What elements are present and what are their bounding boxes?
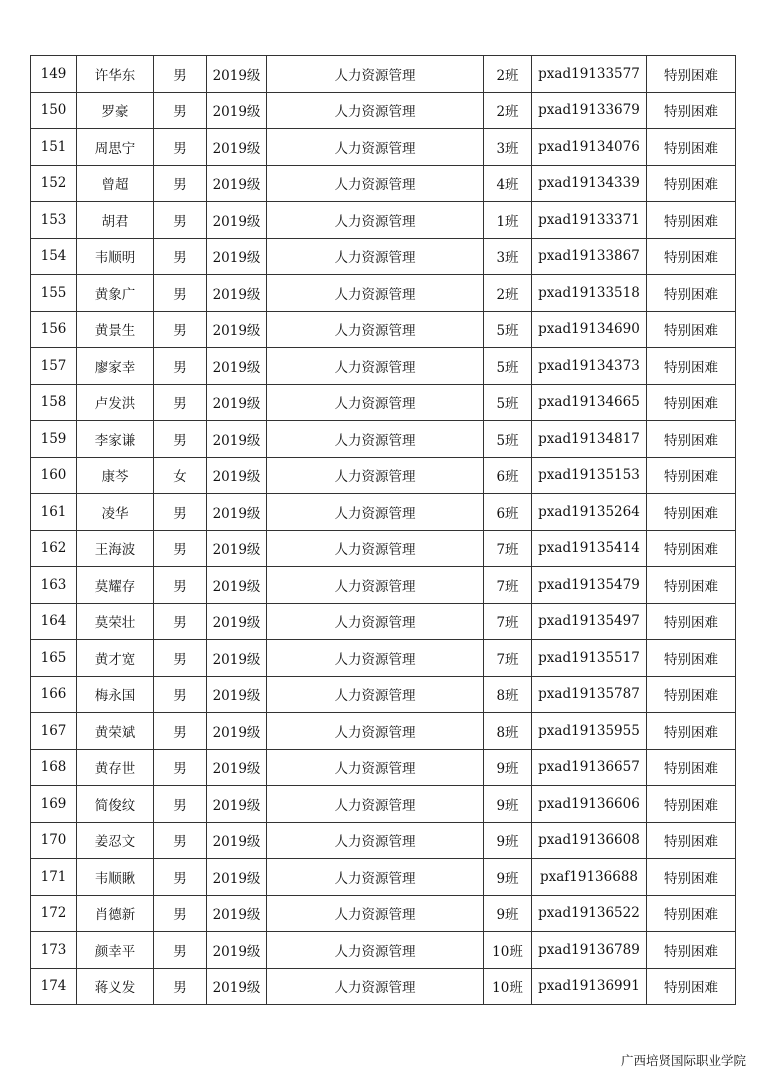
table-body bbox=[31, 56, 736, 1005]
hardship-level: 特别困难 bbox=[647, 129, 736, 166]
student-id: pxaf19136688 bbox=[532, 859, 647, 896]
table-row bbox=[31, 129, 736, 166]
hardship-level: 特别困难 bbox=[647, 822, 736, 859]
row-number: 153 bbox=[31, 202, 77, 239]
student-grade: 2019级 bbox=[207, 56, 267, 93]
row-number: 163 bbox=[31, 567, 77, 604]
student-class: 3班 bbox=[484, 129, 532, 166]
student-major: 人力资源管理 bbox=[267, 567, 484, 604]
student-id: pxad19134817 bbox=[532, 421, 647, 458]
row-number: 155 bbox=[31, 275, 77, 312]
student-name: 廖家幸 bbox=[77, 348, 154, 385]
student-grade: 2019级 bbox=[207, 165, 267, 202]
student-id: pxad19136606 bbox=[532, 786, 647, 823]
student-class: 6班 bbox=[484, 494, 532, 531]
student-name: 简俊纹 bbox=[77, 786, 154, 823]
student-id: pxad19133679 bbox=[532, 92, 647, 129]
student-name: 韦顺明 bbox=[77, 238, 154, 275]
student-grade: 2019级 bbox=[207, 968, 267, 1005]
hardship-level: 特别困难 bbox=[647, 968, 736, 1005]
student-grade: 2019级 bbox=[207, 640, 267, 677]
table-row bbox=[31, 859, 736, 896]
student-id: pxad19136657 bbox=[532, 749, 647, 786]
student-grade: 2019级 bbox=[207, 92, 267, 129]
table-row bbox=[31, 968, 736, 1005]
table-row bbox=[31, 494, 736, 531]
student-id: pxad19134339 bbox=[532, 165, 647, 202]
student-grade: 2019级 bbox=[207, 822, 267, 859]
student-major: 人力资源管理 bbox=[267, 165, 484, 202]
row-number: 159 bbox=[31, 421, 77, 458]
student-major: 人力资源管理 bbox=[267, 859, 484, 896]
student-gender: 男 bbox=[154, 786, 207, 823]
row-number: 170 bbox=[31, 822, 77, 859]
row-number: 150 bbox=[31, 92, 77, 129]
student-grade: 2019级 bbox=[207, 932, 267, 969]
student-major: 人力资源管理 bbox=[267, 238, 484, 275]
student-name: 周思宁 bbox=[77, 129, 154, 166]
student-grade: 2019级 bbox=[207, 238, 267, 275]
student-major: 人力资源管理 bbox=[267, 749, 484, 786]
student-grade: 2019级 bbox=[207, 530, 267, 567]
student-name: 曾超 bbox=[77, 165, 154, 202]
student-name: 罗豪 bbox=[77, 92, 154, 129]
hardship-level: 特别困难 bbox=[647, 713, 736, 750]
table-row bbox=[31, 676, 736, 713]
row-number: 164 bbox=[31, 603, 77, 640]
table-row bbox=[31, 530, 736, 567]
student-class: 9班 bbox=[484, 786, 532, 823]
table-row bbox=[31, 749, 736, 786]
student-major: 人力资源管理 bbox=[267, 348, 484, 385]
table-row bbox=[31, 567, 736, 604]
row-number: 149 bbox=[31, 56, 77, 93]
student-name: 黄存世 bbox=[77, 749, 154, 786]
hardship-level: 特别困难 bbox=[647, 92, 736, 129]
table-row bbox=[31, 786, 736, 823]
row-number: 173 bbox=[31, 932, 77, 969]
table-row bbox=[31, 238, 736, 275]
student-major: 人力资源管理 bbox=[267, 968, 484, 1005]
row-number: 165 bbox=[31, 640, 77, 677]
student-class: 2班 bbox=[484, 275, 532, 312]
student-name: 卢发洪 bbox=[77, 384, 154, 421]
row-number: 152 bbox=[31, 165, 77, 202]
student-name: 梅永国 bbox=[77, 676, 154, 713]
student-major: 人力资源管理 bbox=[267, 713, 484, 750]
row-number: 158 bbox=[31, 384, 77, 421]
student-gender: 男 bbox=[154, 676, 207, 713]
student-aid-table bbox=[30, 55, 736, 1005]
student-name: 胡君 bbox=[77, 202, 154, 239]
student-name: 黄荣斌 bbox=[77, 713, 154, 750]
student-id: pxad19133518 bbox=[532, 275, 647, 312]
student-major: 人力资源管理 bbox=[267, 676, 484, 713]
student-gender: 男 bbox=[154, 348, 207, 385]
row-number: 161 bbox=[31, 494, 77, 531]
table-row bbox=[31, 348, 736, 385]
student-major: 人力资源管理 bbox=[267, 603, 484, 640]
hardship-level: 特别困难 bbox=[647, 749, 736, 786]
student-gender: 男 bbox=[154, 968, 207, 1005]
row-number: 169 bbox=[31, 786, 77, 823]
student-gender: 男 bbox=[154, 92, 207, 129]
row-number: 160 bbox=[31, 457, 77, 494]
student-gender: 男 bbox=[154, 165, 207, 202]
hardship-level: 特别困难 bbox=[647, 895, 736, 932]
student-gender: 男 bbox=[154, 530, 207, 567]
hardship-level: 特别困难 bbox=[647, 202, 736, 239]
table-row bbox=[31, 421, 736, 458]
student-id: pxad19134373 bbox=[532, 348, 647, 385]
student-gender: 男 bbox=[154, 384, 207, 421]
student-class: 1班 bbox=[484, 202, 532, 239]
student-class: 9班 bbox=[484, 749, 532, 786]
student-name: 李家谦 bbox=[77, 421, 154, 458]
student-gender: 男 bbox=[154, 56, 207, 93]
student-name: 许华东 bbox=[77, 56, 154, 93]
student-grade: 2019级 bbox=[207, 421, 267, 458]
student-id: pxad19135264 bbox=[532, 494, 647, 531]
student-gender: 男 bbox=[154, 275, 207, 312]
student-class: 5班 bbox=[484, 421, 532, 458]
student-class: 10班 bbox=[484, 932, 532, 969]
row-number: 167 bbox=[31, 713, 77, 750]
table-row bbox=[31, 92, 736, 129]
student-class: 6班 bbox=[484, 457, 532, 494]
row-number: 174 bbox=[31, 968, 77, 1005]
student-class: 5班 bbox=[484, 348, 532, 385]
table-row bbox=[31, 165, 736, 202]
student-gender: 男 bbox=[154, 895, 207, 932]
student-gender: 男 bbox=[154, 640, 207, 677]
table-row bbox=[31, 457, 736, 494]
student-id: pxad19134076 bbox=[532, 129, 647, 166]
student-grade: 2019级 bbox=[207, 749, 267, 786]
student-major: 人力资源管理 bbox=[267, 895, 484, 932]
student-class: 7班 bbox=[484, 603, 532, 640]
student-id: pxad19135414 bbox=[532, 530, 647, 567]
student-class: 5班 bbox=[484, 384, 532, 421]
student-id: pxad19135787 bbox=[532, 676, 647, 713]
student-gender: 男 bbox=[154, 202, 207, 239]
student-major: 人力资源管理 bbox=[267, 384, 484, 421]
student-id: pxad19135955 bbox=[532, 713, 647, 750]
student-id: pxad19133577 bbox=[532, 56, 647, 93]
student-name: 黄景生 bbox=[77, 311, 154, 348]
student-grade: 2019级 bbox=[207, 786, 267, 823]
student-major: 人力资源管理 bbox=[267, 311, 484, 348]
student-id: pxad19135153 bbox=[532, 457, 647, 494]
student-grade: 2019级 bbox=[207, 348, 267, 385]
row-number: 156 bbox=[31, 311, 77, 348]
row-number: 168 bbox=[31, 749, 77, 786]
table-row bbox=[31, 822, 736, 859]
student-id: pxad19136991 bbox=[532, 968, 647, 1005]
row-number: 162 bbox=[31, 530, 77, 567]
student-gender: 女 bbox=[154, 457, 207, 494]
table-row bbox=[31, 202, 736, 239]
student-name: 肖德新 bbox=[77, 895, 154, 932]
hardship-level: 特别困难 bbox=[647, 494, 736, 531]
student-id: pxad19136608 bbox=[532, 822, 647, 859]
student-major: 人力资源管理 bbox=[267, 56, 484, 93]
student-grade: 2019级 bbox=[207, 494, 267, 531]
student-gender: 男 bbox=[154, 238, 207, 275]
student-major: 人力资源管理 bbox=[267, 421, 484, 458]
student-major: 人力资源管理 bbox=[267, 92, 484, 129]
student-major: 人力资源管理 bbox=[267, 822, 484, 859]
hardship-level: 特别困难 bbox=[647, 311, 736, 348]
student-major: 人力资源管理 bbox=[267, 786, 484, 823]
student-name: 王海波 bbox=[77, 530, 154, 567]
table-row bbox=[31, 603, 736, 640]
hardship-level: 特别困难 bbox=[647, 421, 736, 458]
student-name: 康芩 bbox=[77, 457, 154, 494]
student-name: 姜忍文 bbox=[77, 822, 154, 859]
row-number: 154 bbox=[31, 238, 77, 275]
student-major: 人力资源管理 bbox=[267, 530, 484, 567]
table-row bbox=[31, 895, 736, 932]
student-major: 人力资源管理 bbox=[267, 129, 484, 166]
student-id: pxad19135517 bbox=[532, 640, 647, 677]
row-number: 172 bbox=[31, 895, 77, 932]
student-name: 黄才宽 bbox=[77, 640, 154, 677]
table-row bbox=[31, 311, 736, 348]
student-name: 蒋义发 bbox=[77, 968, 154, 1005]
student-grade: 2019级 bbox=[207, 713, 267, 750]
student-class: 10班 bbox=[484, 968, 532, 1005]
student-name: 莫荣壮 bbox=[77, 603, 154, 640]
student-class: 7班 bbox=[484, 567, 532, 604]
student-grade: 2019级 bbox=[207, 384, 267, 421]
student-gender: 男 bbox=[154, 822, 207, 859]
table-row bbox=[31, 713, 736, 750]
student-major: 人力资源管理 bbox=[267, 640, 484, 677]
student-grade: 2019级 bbox=[207, 676, 267, 713]
institution-name: 广西培贤国际职业学院 bbox=[620, 1053, 746, 1068]
hardship-level: 特别困难 bbox=[647, 676, 736, 713]
student-name: 莫耀存 bbox=[77, 567, 154, 604]
student-class: 7班 bbox=[484, 640, 532, 677]
student-id: pxad19136789 bbox=[532, 932, 647, 969]
student-gender: 男 bbox=[154, 311, 207, 348]
student-grade: 2019级 bbox=[207, 457, 267, 494]
student-grade: 2019级 bbox=[207, 129, 267, 166]
table-row bbox=[31, 56, 736, 93]
student-id: pxad19134665 bbox=[532, 384, 647, 421]
table-row bbox=[31, 932, 736, 969]
student-gender: 男 bbox=[154, 421, 207, 458]
hardship-level: 特别困难 bbox=[647, 384, 736, 421]
hardship-level: 特别困难 bbox=[647, 859, 736, 896]
student-class: 2班 bbox=[484, 56, 532, 93]
student-name: 颜幸平 bbox=[77, 932, 154, 969]
student-major: 人力资源管理 bbox=[267, 494, 484, 531]
student-list-sheet bbox=[30, 55, 735, 1005]
student-gender: 男 bbox=[154, 932, 207, 969]
student-major: 人力资源管理 bbox=[267, 932, 484, 969]
row-number: 171 bbox=[31, 859, 77, 896]
hardship-level: 特别困难 bbox=[647, 932, 736, 969]
hardship-level: 特别困难 bbox=[647, 530, 736, 567]
student-gender: 男 bbox=[154, 129, 207, 166]
student-grade: 2019级 bbox=[207, 275, 267, 312]
row-number: 166 bbox=[31, 676, 77, 713]
student-name: 凌华 bbox=[77, 494, 154, 531]
student-grade: 2019级 bbox=[207, 567, 267, 604]
student-id: pxad19133867 bbox=[532, 238, 647, 275]
student-grade: 2019级 bbox=[207, 311, 267, 348]
student-class: 7班 bbox=[484, 530, 532, 567]
table-row bbox=[31, 384, 736, 421]
student-class: 5班 bbox=[484, 311, 532, 348]
hardship-level: 特别困难 bbox=[647, 348, 736, 385]
student-id: pxad19136522 bbox=[532, 895, 647, 932]
table-row bbox=[31, 640, 736, 677]
student-id: pxad19134690 bbox=[532, 311, 647, 348]
student-class: 2班 bbox=[484, 92, 532, 129]
row-number: 151 bbox=[31, 129, 77, 166]
hardship-level: 特别困难 bbox=[647, 275, 736, 312]
student-grade: 2019级 bbox=[207, 859, 267, 896]
student-major: 人力资源管理 bbox=[267, 202, 484, 239]
student-gender: 男 bbox=[154, 494, 207, 531]
student-class: 8班 bbox=[484, 713, 532, 750]
student-gender: 男 bbox=[154, 713, 207, 750]
hardship-level: 特别困难 bbox=[647, 603, 736, 640]
student-gender: 男 bbox=[154, 603, 207, 640]
hardship-level: 特别困难 bbox=[647, 786, 736, 823]
student-id: pxad19133371 bbox=[532, 202, 647, 239]
student-id: pxad19135497 bbox=[532, 603, 647, 640]
hardship-level: 特别困难 bbox=[647, 457, 736, 494]
student-class: 9班 bbox=[484, 859, 532, 896]
student-id: pxad19135479 bbox=[532, 567, 647, 604]
table-row bbox=[31, 275, 736, 312]
student-gender: 男 bbox=[154, 859, 207, 896]
hardship-level: 特别困难 bbox=[647, 640, 736, 677]
student-grade: 2019级 bbox=[207, 603, 267, 640]
student-class: 4班 bbox=[484, 165, 532, 202]
student-gender: 男 bbox=[154, 567, 207, 604]
hardship-level: 特别困难 bbox=[647, 56, 736, 93]
hardship-level: 特别困难 bbox=[647, 567, 736, 604]
student-major: 人力资源管理 bbox=[267, 275, 484, 312]
student-class: 8班 bbox=[484, 676, 532, 713]
student-grade: 2019级 bbox=[207, 895, 267, 932]
student-class: 9班 bbox=[484, 822, 532, 859]
student-major: 人力资源管理 bbox=[267, 457, 484, 494]
student-grade: 2019级 bbox=[207, 202, 267, 239]
student-class: 9班 bbox=[484, 895, 532, 932]
student-class: 3班 bbox=[484, 238, 532, 275]
student-gender: 男 bbox=[154, 749, 207, 786]
student-name: 黄象广 bbox=[77, 275, 154, 312]
row-number: 157 bbox=[31, 348, 77, 385]
student-name: 韦顺瞅 bbox=[77, 859, 154, 896]
hardship-level: 特别困难 bbox=[647, 238, 736, 275]
hardship-level: 特别困难 bbox=[647, 165, 736, 202]
